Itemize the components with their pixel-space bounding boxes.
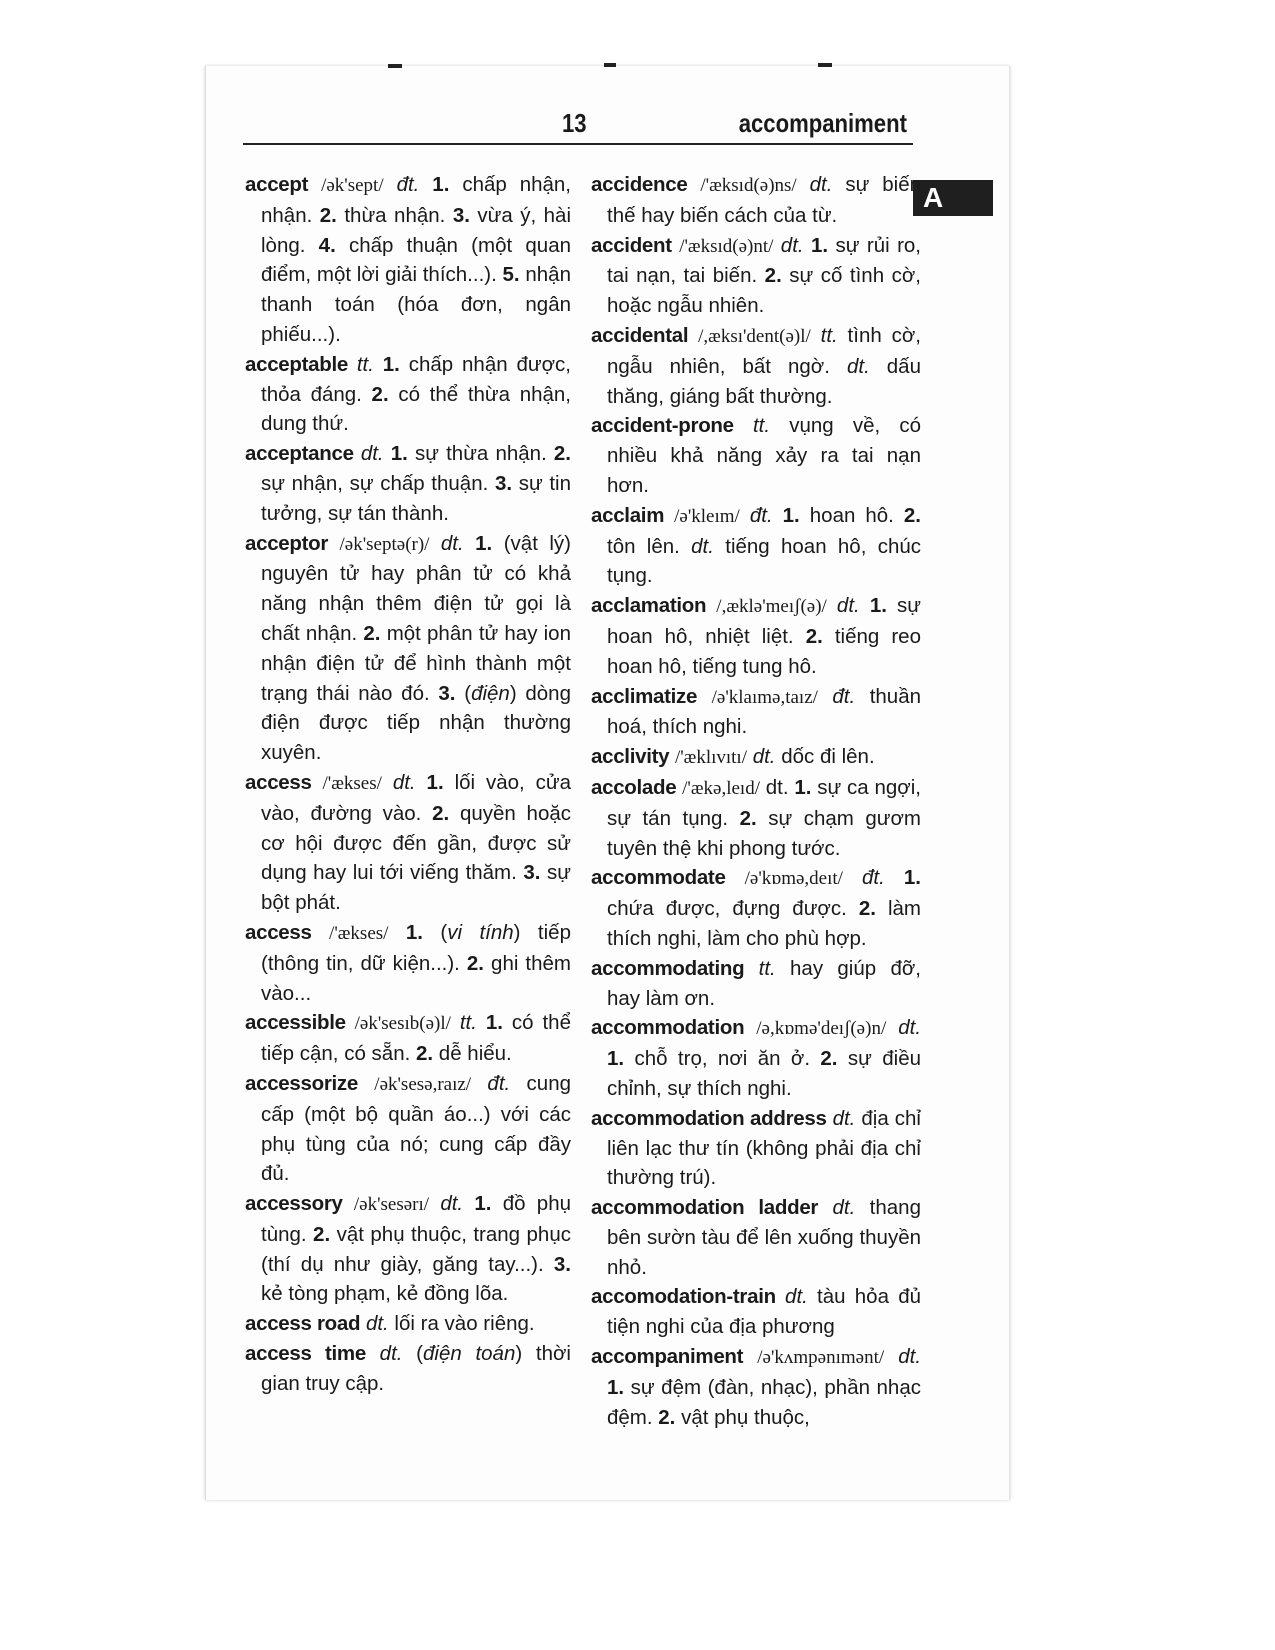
headword: accessory <box>245 1192 343 1216</box>
definition: tt. 1. chấp nhận được, thỏa đáng. 2. có thể thừa nhận, dung thứ. <box>261 352 572 436</box>
headword: accomodation-train <box>591 1285 776 1309</box>
dictionary-entry <box>591 954 921 1014</box>
headword: accommodation ladder <box>591 1196 819 1220</box>
definition: dt. 1. sự thừa nhận. 2. sự nhận, sự chấp thuận. 3. sự tin tưởng, sự tán thành. <box>261 442 572 525</box>
dictionary-entry <box>245 1339 571 1399</box>
definition: dt. sự biến thế hay biến cách của từ. <box>607 173 922 227</box>
dictionary-entry <box>591 1342 921 1432</box>
dictionary-entry <box>245 1069 571 1189</box>
definition: dt. 1. sự hoan hô, nhiệt liệt. 2. tiếng reo hoan hô, tiếng tung hô. <box>607 594 921 678</box>
headword: acceptor <box>245 531 329 555</box>
dictionary-entry <box>245 1008 571 1069</box>
dictionary-entry <box>591 742 921 773</box>
headword: accommodate <box>591 866 726 890</box>
headword: acceptable <box>245 352 348 376</box>
headword: accessible <box>245 1011 346 1035</box>
definition: tt. hay giúp đỡ, hay làm ơn. <box>607 956 922 1010</box>
dictionary-entry <box>591 321 921 411</box>
scan-mark <box>604 63 616 67</box>
definition: dt. 1. (vật lý) nguyên tử hay phân tử có khả năng nhận thêm điện tử gọi là chất nhận. 2. một phân tử hay ion nhận điện tử để hình thành một trạng thái nào đó. 3. (điện) dòng điện được tiếp nhận thường xuyên. <box>261 531 571 765</box>
headword: accept <box>245 173 309 196</box>
definition: dt. 1. chỗ trọ, nơi ăn ở. 2. sự điều chỉnh, sự thích nghi. <box>607 1016 922 1100</box>
pronunciation: /ək'sesə,raız/ <box>374 1073 472 1095</box>
right-column <box>591 170 921 1432</box>
dictionary-entry <box>245 350 571 439</box>
dictionary-entry <box>591 1193 921 1282</box>
dictionary-entry <box>591 1282 921 1342</box>
pronunciation: /'æksıd(ə)nt/ <box>679 235 774 257</box>
headword: accident-prone <box>591 414 734 438</box>
definition: dt. 1. lối vào, cửa vào, đường vào. 2. quyền hoặc cơ hội được đến gần, được sử dụng hay lui tới viếng thăm. 3. sự bột phát. <box>261 770 572 915</box>
dictionary-entry <box>591 682 921 743</box>
headword: access <box>245 770 312 794</box>
thumb-tab-letter: A <box>923 182 944 213</box>
headword: accolade <box>591 775 677 799</box>
headword: accident <box>591 233 672 257</box>
pronunciation: /'ækə,leıd/ <box>682 777 760 799</box>
dictionary-entry <box>591 863 921 953</box>
pronunciation: /'æklıvıtı/ <box>674 747 747 769</box>
dictionary-entry <box>591 170 921 231</box>
definition: dt. (điện toán) thời gian truy cập. <box>261 1342 571 1395</box>
headword: access <box>245 920 312 944</box>
dictionary-entry <box>591 1104 921 1193</box>
header-rule <box>243 143 913 145</box>
headword: accompaniment <box>591 1345 744 1369</box>
pronunciation: /,æklə'meıʃ(ə)/ <box>716 596 827 618</box>
headword: access time <box>245 1342 366 1366</box>
headword: acclaim <box>591 503 665 527</box>
dictionary-entry <box>591 1013 921 1103</box>
dictionary-entry <box>591 231 921 321</box>
pronunciation: /'ækses/ <box>329 922 389 944</box>
headword: accidence <box>591 173 688 196</box>
pronunciation: /ək'septə(r)/ <box>339 533 430 555</box>
guide-word: accompaniment <box>738 108 907 138</box>
definition: đt. 1. chấp nhận, nhận. 2. thừa nhận. 3. vừa ý, hài lòng. 4. chấp thuận (một quan điểm, một lời giải thích...). 5. nhận thanh toán (hóa đơn, ngân phiếu...). <box>261 173 572 346</box>
definition: tt. 1. có thể tiếp cận, có sẵn. 2. dễ hiểu. <box>261 1011 571 1066</box>
dictionary-entry <box>245 529 571 768</box>
scan-mark <box>388 64 402 68</box>
definition: dt. 1. sự đệm (đàn, nhạc), phần nhạc đệm. 2. vật phụ thuộc, <box>607 1345 922 1429</box>
pronunciation: /ək'sesərı/ <box>353 1194 430 1216</box>
dictionary-entry <box>245 439 571 528</box>
dictionary-entry <box>245 1309 571 1339</box>
pronunciation: /ək'sept/ <box>321 175 384 196</box>
dictionary-entry <box>245 918 571 1008</box>
dictionary-entry <box>591 591 921 681</box>
left-column <box>245 170 571 1399</box>
definition: đt. 1. hoan hô. 2. tôn lên. dt. tiếng hoan hô, chúc tụng. <box>607 503 921 588</box>
definition: dt. địa chỉ liên lạc thư tín (không phải địa chỉ thường trú). <box>607 1106 921 1190</box>
pronunciation: /ə'klaımə,taız/ <box>711 686 818 708</box>
dictionary-entry <box>591 411 921 500</box>
headword: accommodation <box>591 1016 745 1040</box>
pronunciation: /ə'kɒmə,deıt/ <box>744 868 843 890</box>
pronunciation: /ə'kleım/ <box>674 505 740 527</box>
definition: đt. cung cấp (một bộ quần áo...) với các phụ tùng của nó; cung cấp đầy đủ. <box>261 1071 571 1186</box>
headword: acclamation <box>591 594 707 618</box>
headword: accessorize <box>245 1071 358 1095</box>
definition: tt. tình cờ, ngẫu nhiên, bất ngờ. dt. dấu thăng, giáng bất thường. <box>607 323 921 408</box>
dictionary-entry <box>245 768 571 918</box>
headword: acclivity <box>591 745 670 769</box>
pronunciation: /'æksıd(ə)ns/ <box>700 175 797 196</box>
definition: đt. 1. chứa được, đựng được. 2. làm thích nghi, làm cho phù hợp. <box>607 866 922 950</box>
pronunciation: /'ækses/ <box>322 772 382 794</box>
dictionary-entry <box>591 773 921 863</box>
thumb-index-tab <box>913 180 993 216</box>
headword: accommodating <box>591 956 745 980</box>
dictionary-entry <box>245 170 571 350</box>
definition: dt. dốc đi lên. <box>752 745 875 769</box>
definition: dt. thang bên sườn tàu để lên xuống thuyền nhỏ. <box>607 1196 921 1279</box>
headword: accommodation address <box>591 1106 827 1130</box>
definition: dt. 1. sự rủi ro, tai nạn, tai biến. 2. sự cố tình cờ, hoặc ngẫu nhiên. <box>607 233 921 318</box>
pronunciation: /,æksı'dent(ə)l/ <box>698 325 811 347</box>
headword: acceptance <box>245 442 354 466</box>
dictionary-entry <box>591 501 921 591</box>
headword: accidental <box>591 323 689 347</box>
definition: dt. 1. đồ phụ tùng. 2. vật phụ thuộc, trang phục (thí dụ như giày, găng tay...). 3. kẻ tòng phạm, kẻ đồng lõa. <box>261 1192 572 1306</box>
page-number: 13 <box>562 108 587 138</box>
pronunciation: /ə'kʌmpənımənt/ <box>757 1347 885 1369</box>
definition: dt. lối ra vào riêng. <box>365 1312 535 1336</box>
pronunciation: /ək'sesıb(ə)l/ <box>354 1013 451 1035</box>
definition: 1. (vi tính) tiếp (thông tin, dữ kiện...). 2. ghi thêm vào... <box>261 920 571 1005</box>
definition: đt. thuần hoá, thích nghi. <box>607 684 921 739</box>
headword: access road <box>245 1312 361 1336</box>
headword: acclimatize <box>591 684 698 708</box>
definition: tt. vụng về, có nhiều khả năng xảy ra tai nạn hơn. <box>607 414 921 497</box>
pronunciation: /ə,kɒmə'deıʃ(ə)n/ <box>756 1018 887 1040</box>
scan-mark <box>818 63 832 67</box>
dictionary-entry <box>245 1189 571 1309</box>
definition: dt. 1. sự ca ngợi, sự tán tụng. 2. sự chạm gươm tuyên thệ khi phong tước. <box>607 775 921 860</box>
definition: dt. tàu hỏa đủ tiện nghi của địa phương <box>607 1285 921 1339</box>
